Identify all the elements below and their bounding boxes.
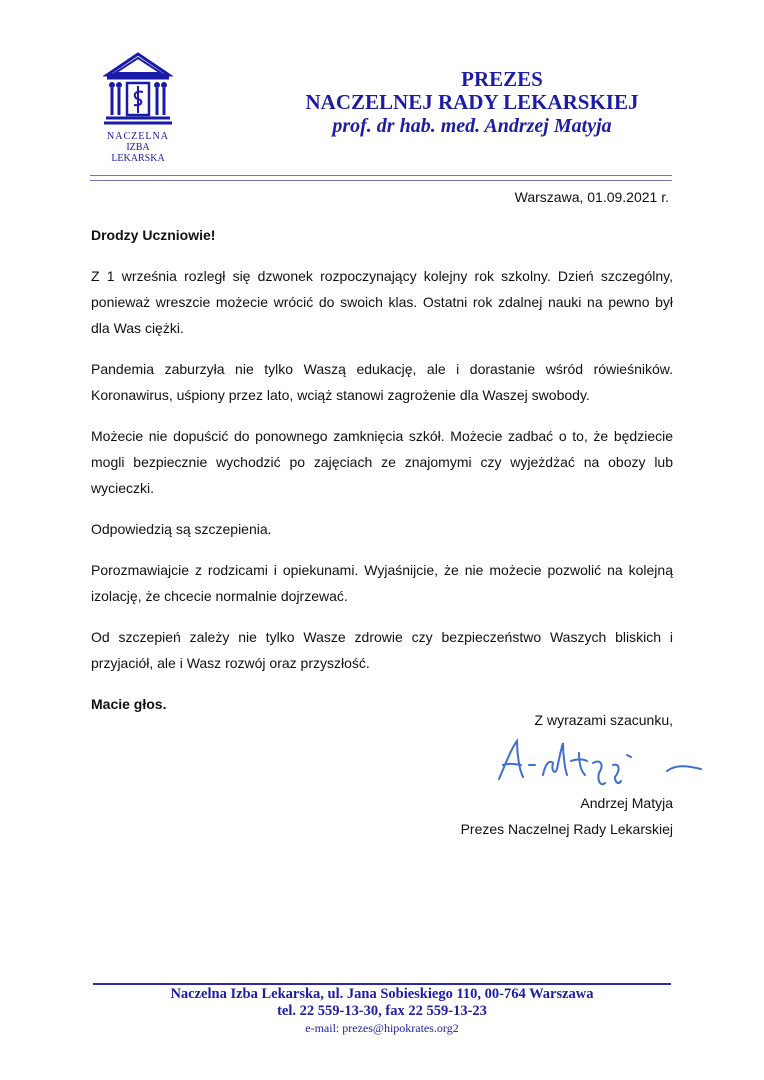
handwritten-signature-icon bbox=[495, 735, 705, 790]
letterhead bbox=[180, 68, 764, 138]
header-divider-top bbox=[90, 175, 672, 176]
letter-date: Warszawa, 01.09.2021 r. bbox=[514, 189, 669, 205]
logo-line-2: IZBA LEKARSKA bbox=[111, 142, 165, 164]
greeting: Drodzy Uczniowie! bbox=[91, 227, 216, 243]
footer bbox=[93, 986, 671, 1036]
signer-name: Andrzej Matyja bbox=[580, 795, 673, 811]
header-title: PREZES bbox=[461, 67, 543, 91]
signer-title: Prezes Naczelnej Rady Lekarskiej bbox=[460, 821, 673, 837]
paragraph: Porozmawiajcie z rodzicami i opiekunami. Wyjaśnijcie, że nie możecie pozwolić na kolejną izolację, że chcecie normalnie dojrzewać. bbox=[91, 562, 673, 604]
logo bbox=[103, 50, 173, 164]
paragraph: Od szczepień zależy nie tylko Wasze zdrowie czy bezpieczeństwo Waszych bliskich i przyjaciół, ale i Wasz rozwój oraz przyszłość. bbox=[91, 629, 673, 671]
header-subtitle: NACZELNEJ RADY LEKARSKIEJ bbox=[305, 90, 639, 114]
paragraph: Możecie nie dopuścić do ponownego zamknięcia szkół. Możecie zadbać o to, że będziecie mogli bezpiecznie wychodzić po zajęciach ze znajomymi czy wyjeżdżać na obozy lub wycieczki. bbox=[91, 428, 673, 496]
paragraph: Pandemia zaburzyła nie tylko Waszą edukację, ale i dorastanie wśród rówieśników. Koronawirus, uśpiony przez lato, wciąż stanowi zagrożenie dla Waszej swobody. bbox=[91, 361, 673, 403]
paragraph: Z 1 września rozległ się dzwonek rozpoczynający kolejny rok szkolny. Dzień szczególny, ponieważ wreszcie możecie wrócić do swoich klas. Ostatni rok zdalnej nauki na pewno był dla Was ciężki. bbox=[91, 268, 673, 336]
header-divider-bottom bbox=[90, 180, 672, 181]
footer-divider bbox=[93, 983, 671, 985]
letter-body bbox=[91, 222, 673, 732]
regards: Z wyrazami szacunku, bbox=[534, 712, 673, 728]
footer-phone: tel. 22 559-13-30, fax 22 559-13-23 bbox=[277, 1003, 487, 1019]
footer-address: Naczelna Izba Lekarska, ul. Jana Sobieskiego 110, 00-764 Warszawa bbox=[170, 986, 594, 1002]
signer-block bbox=[461, 790, 673, 842]
medical-chamber-building-icon bbox=[103, 50, 173, 125]
header-name: prof. dr hab. med. Andrzej Matyja bbox=[332, 115, 612, 137]
closing-statement: Macie głos. bbox=[91, 696, 167, 712]
footer-email: e-mail: prezes@hipokrates.org2 bbox=[305, 1021, 459, 1035]
logo-line-1: NACZELNA bbox=[107, 131, 169, 142]
paragraph: Odpowiedzią są szczepienia. bbox=[91, 521, 272, 537]
